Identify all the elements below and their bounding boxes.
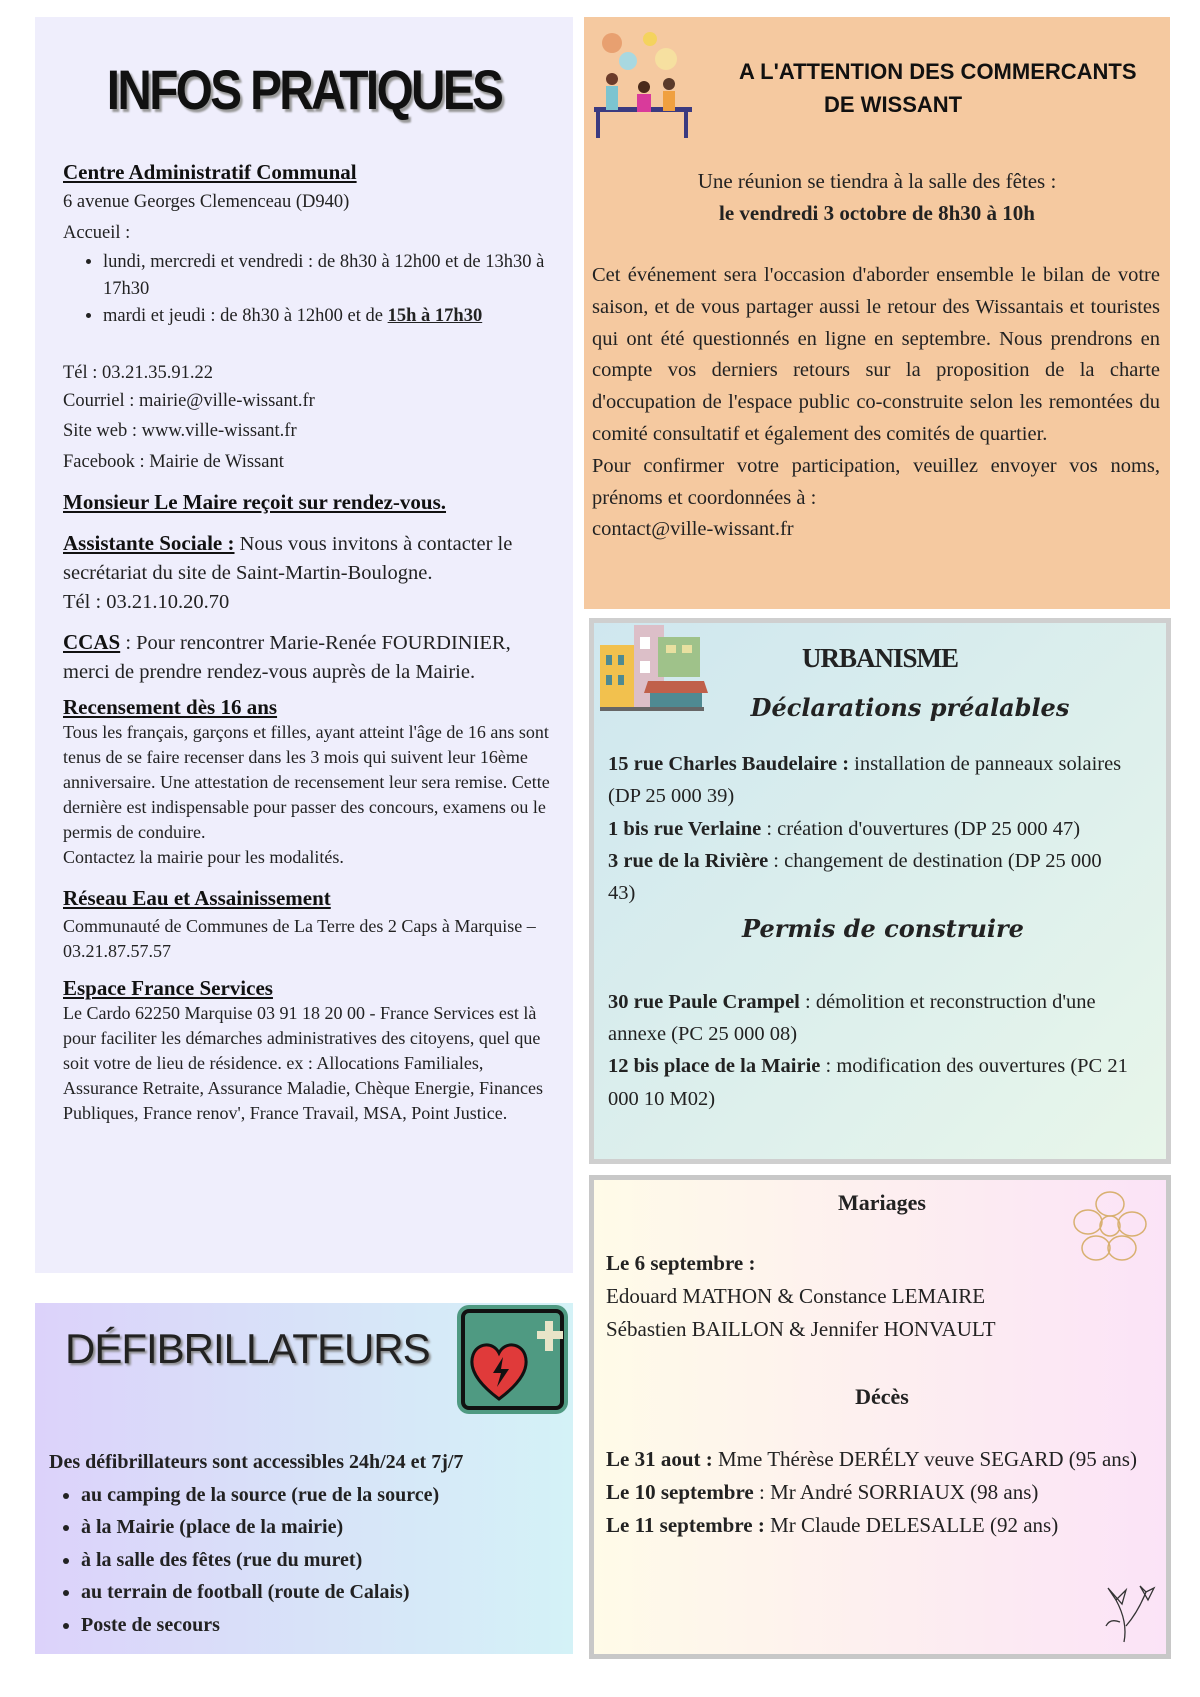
maire-note: Monsieur Le Maire reçoit sur rendez-vous. — [63, 490, 447, 514]
web-line: Site web : www.ville-wissant.fr — [63, 421, 297, 441]
couple: Edouard MATHON & Constance LEMAIRE — [606, 1284, 986, 1308]
recensement-contact: Contactez la mairie pour les modalités. — [63, 847, 344, 867]
defib-intro: Des défibrillateurs sont accessibles 24h/24 et 7j/7 — [49, 1451, 464, 1473]
recensement-text: Tous les français, garçons et filles, ayant atteint l'âge de 16 ans sont tenus de se faire recenser dans les 3 mois qui suivent leur 16ème anniversaire. Une attestation de recensement leur sera remise. Cette dernière est indispensable pour passer des concours, examens ou le permis de conduire. — [63, 722, 550, 842]
defib-body — [49, 1446, 569, 1641]
email-line: Courriel : mairie@ville-wissant.fr — [63, 391, 315, 411]
page-title: INFOS PRATIQUES — [106, 58, 502, 121]
deces-heading: Décès — [855, 1384, 909, 1409]
commercants-body: Cet événement sera l'occasion d'aborder ensemble le bilan de votre saison, et de vous partager aussi le retour des Wissantais et touristes qui ont été questionnés en ligne en septembre. Nous prendrons en compte vos derniers retours sur la proposition de la charte d'occupation de l'espace public co-construite selon les remontées du comité consultatif et également des comités de quartier. Pour confirmer votre participation, veuillez envoyer vos noms, prénoms et coordonnées à : contact@ville-wissant.fr — [592, 264, 1160, 541]
hours-item: • mardi et jeudi : de 8h30 à 12h00 et de 15h à 17h30 — [103, 303, 553, 330]
etat-civil-panel — [589, 1175, 1171, 1659]
facebook: Facebook : Mairie de Wissant — [63, 452, 284, 472]
france-services-text: Le Cardo 62250 Marquise 03 91 18 20 00 - France Services est là pour faciliter les démarches administratives des citoyens, quel que soit votre de lieu de résidence. ex : Allocations Familiales, Assurance Retraite, Assurance Maladie, Chèque Energie, Finances Publiques, France renov', France Travail, MSA, Point Justice. — [63, 1003, 544, 1123]
dp-item: 15 rue Charles Baudelaire : installation de panneaux solaires (DP 25 000 39) — [608, 753, 1122, 808]
pc-item: 12 bis place de la Mairie : modification des ouvertures (PC 21 000 10 M02) — [608, 1055, 1128, 1110]
hours-list — [63, 249, 553, 330]
deces-item: Le 31 aout : Mme Thérèse DERÉLY veuve SEGARD (95 ans) — [606, 1447, 1137, 1471]
dp-heading: Déclarations préalables — [750, 693, 1070, 722]
assistante-sociale: Assistante Sociale : Nous vous invitons à contacter le secrétariat du site de Saint-Martin-Boulogne. — [63, 531, 513, 584]
centre-heading: Centre Administratif Communal — [63, 160, 357, 184]
defib-location: • au terrain de football (route de Calais) — [81, 1576, 569, 1609]
defib-location: • à la Mairie (place de la mairie) — [81, 1511, 569, 1544]
defib-location: • Poste de secours — [81, 1609, 569, 1642]
infos-pratiques-panel — [35, 17, 573, 1273]
etat-civil-body — [606, 1180, 1158, 1542]
defib-title: DÉFIBRILLATEURS — [65, 1325, 430, 1372]
deces-item: Le 10 septembre : Mr André SORRIAUX (98 ans) — [606, 1480, 1039, 1504]
eau-text: Communauté de Communes de La Terre des 2 Caps à Marquise – 03.21.87.57.57 — [63, 916, 536, 961]
pc-item: 30 rue Paule Crampel : démolition et reconstruction d'une annexe (PC 25 000 08) — [608, 990, 1096, 1046]
meeting-date: le vendredi 3 octobre de 8h30 à 10h — [719, 201, 1035, 225]
defib-location: • au camping de la source (rue de la source) — [81, 1479, 569, 1512]
urbanisme-body — [608, 748, 1158, 1115]
recensement-heading: Recensement dès 16 ans — [63, 695, 278, 719]
mariages-heading: Mariages — [838, 1190, 926, 1215]
defib-locations — [49, 1479, 569, 1642]
flower-sketch-icon — [1094, 1582, 1160, 1644]
assistante-tel: Tél : 03.21.10.20.70 — [63, 591, 230, 613]
mariage-date: Le 6 septembre : — [606, 1251, 756, 1275]
eau-heading: Réseau Eau et Assainissement — [63, 886, 331, 910]
hours-item: • lundi, mercredi et vendredi : de 8h30 à 12h00 et de 13h30 à 17h30 — [103, 249, 553, 303]
meeting-people-icon — [592, 29, 694, 139]
contact-email-link[interactable]: contact@ville-wissant.fr — [592, 518, 794, 541]
urbanisme-panel — [589, 618, 1171, 1164]
address: 6 avenue Georges Clemenceau (D940) — [63, 192, 350, 212]
ccas: CCAS : Pour rencontrer Marie-Renée FOURDINIER, merci de prendre rendez-vous auprès de la Mairie. — [63, 630, 511, 683]
defibrillator-heart-icon — [455, 1303, 570, 1416]
web-link[interactable]: www.ville-wissant.fr — [141, 421, 297, 441]
email-link[interactable]: mairie@ville-wissant.fr — [139, 391, 315, 411]
deces-item: Le 11 septembre : Mr Claude DELESALLE (92 ans) — [606, 1513, 1059, 1537]
pc-heading: Permis de construire — [742, 914, 1024, 944]
defibrillateurs-panel — [35, 1303, 573, 1654]
accueil-label: Accueil : — [63, 223, 131, 243]
dp-item: 3 rue de la Rivière : changement de destination (DP 25 000 43) — [608, 849, 1102, 905]
meeting-info: Une réunion se tiendra à la salle des fêtes : le vendredi 3 octobre de 8h30 à 10h — [584, 165, 1170, 229]
phone: Tél : 03.21.35.91.22 — [63, 363, 214, 383]
commercants-title: A L'ATTENTION DES COMMERCANTS DE WISSANT — [739, 59, 1137, 117]
dp-item: 1 bis rue Verlaine : création d'ouvertures (DP 25 000 47) — [608, 817, 1081, 840]
commercants-panel — [584, 17, 1170, 609]
couple: Sébastien BAILLON & Jennifer HONVAULT — [606, 1317, 996, 1341]
france-services-heading: Espace France Services — [63, 976, 273, 1000]
defib-location: • à la salle des fêtes (rue du muret) — [81, 1544, 569, 1577]
urbanisme-title: URBANISME — [801, 643, 959, 673]
